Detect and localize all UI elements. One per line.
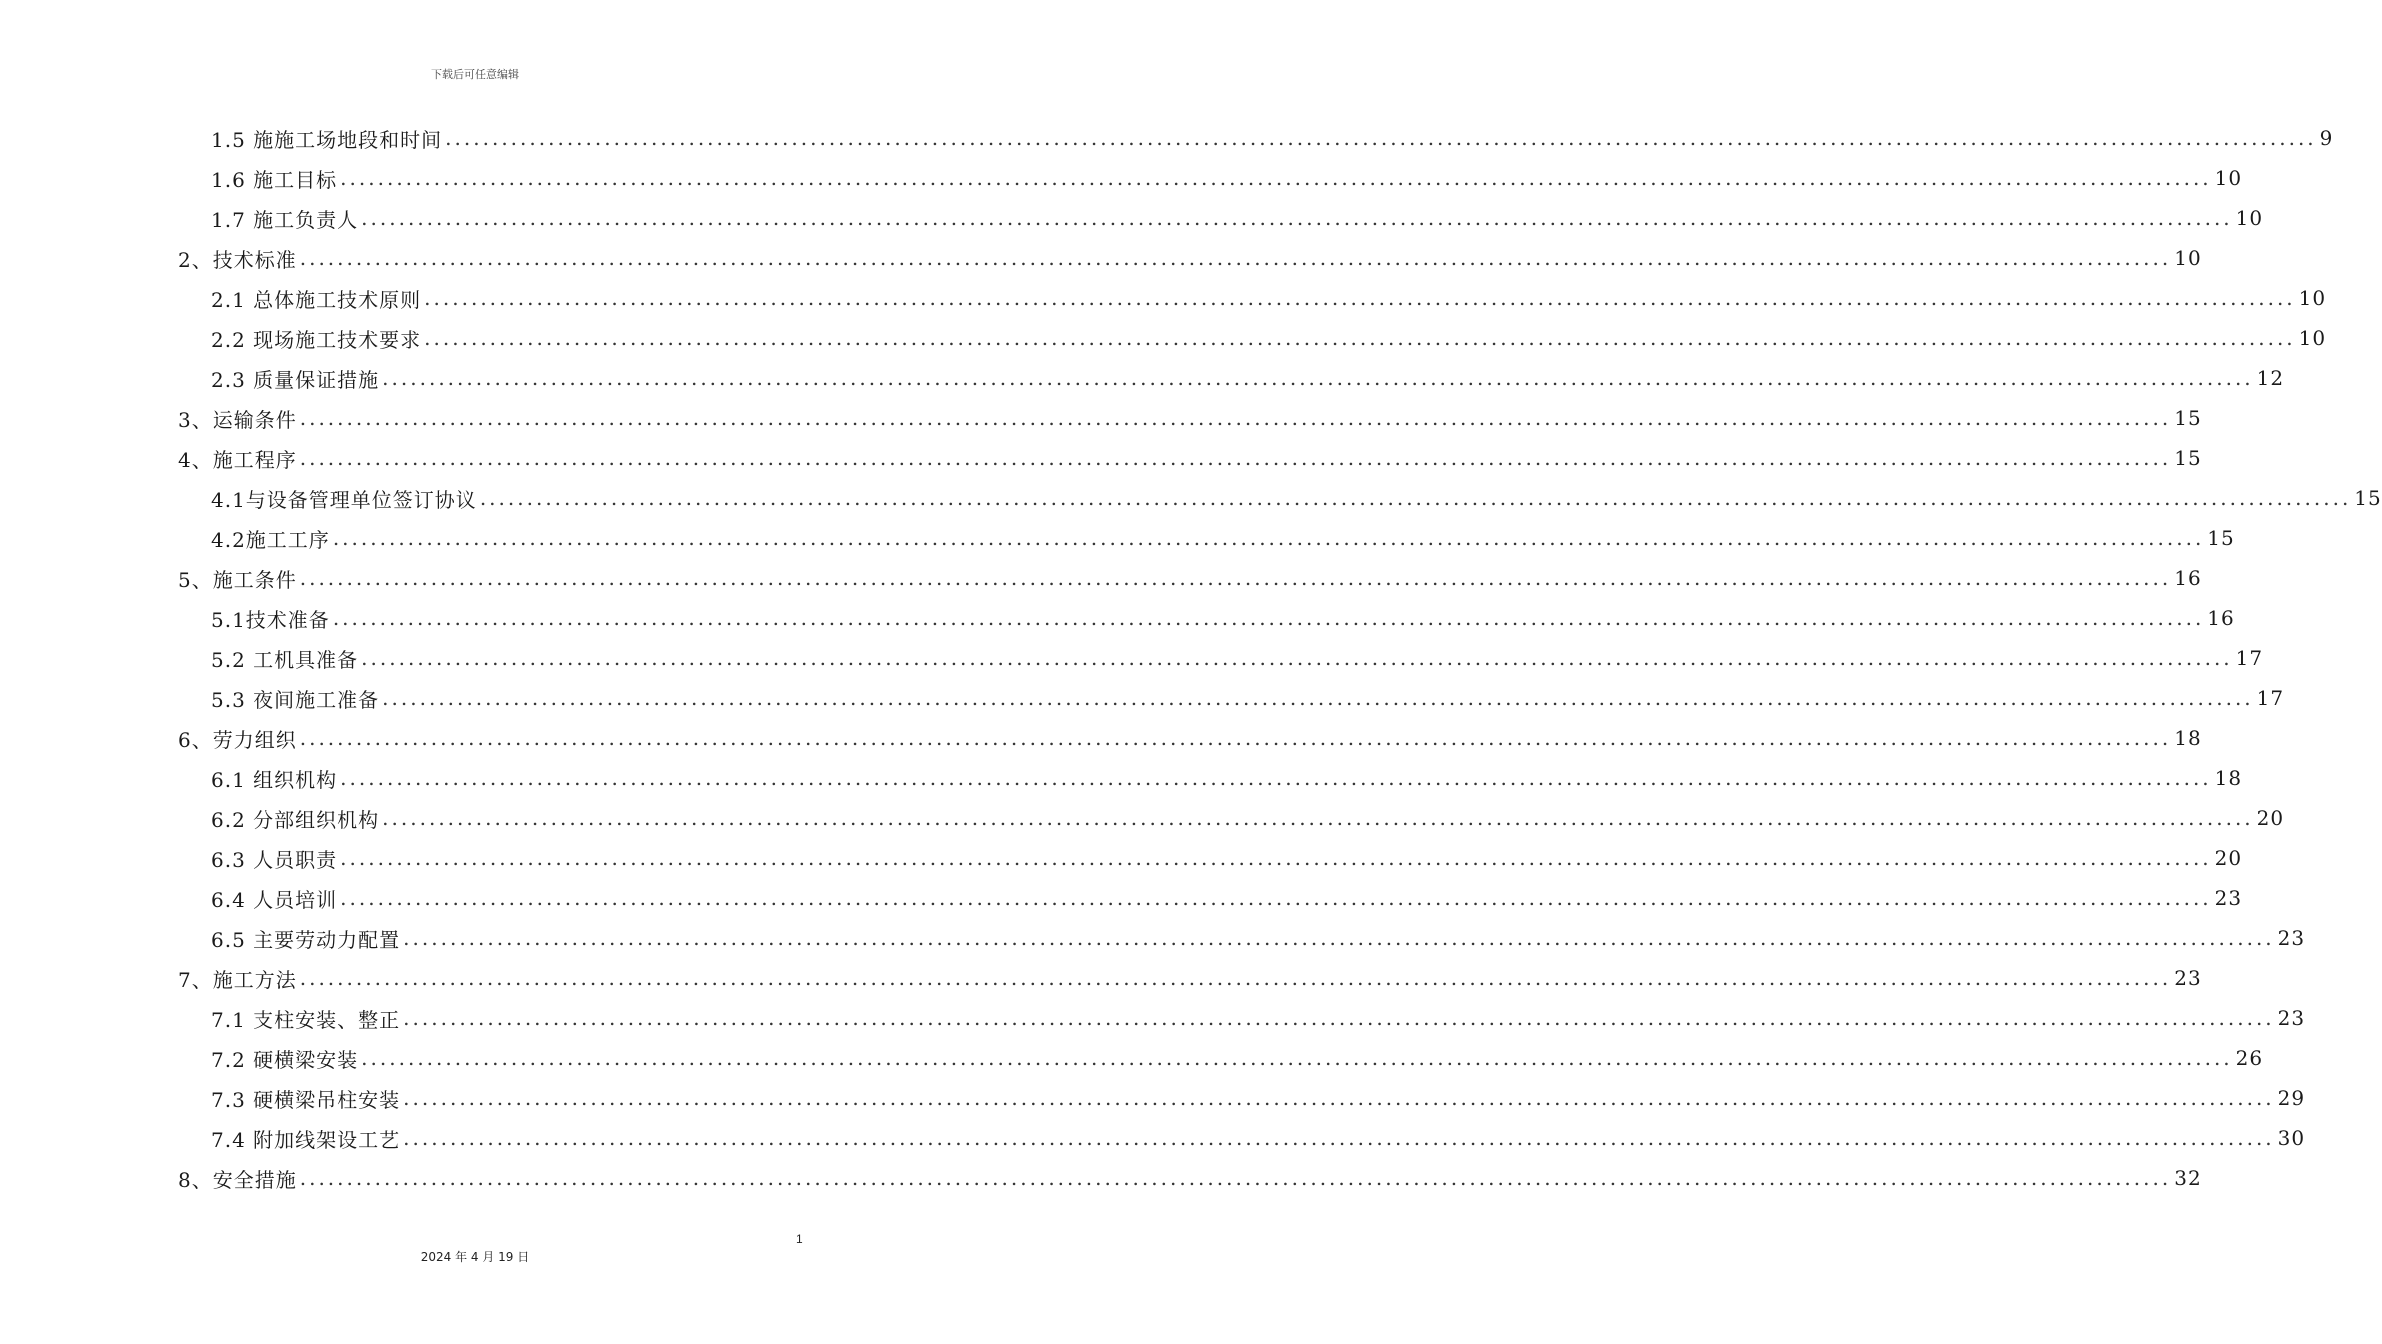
toc-entry[interactable]	[178, 718, 2202, 758]
toc-entry[interactable]	[178, 558, 2202, 598]
toc-dot-leader: ........................................................................................................................................................................................................	[403, 1086, 2275, 1110]
toc-entry[interactable]	[211, 838, 2243, 878]
toc-entry-page-number: 16	[2207, 606, 2235, 630]
toc-entry-label: 7.4 附加线架设工艺	[211, 1127, 401, 1152]
toc-entry[interactable]	[211, 318, 2327, 358]
toc-entry[interactable]	[211, 638, 2264, 678]
toc-entry-label: 1.5 施施工场地段和时间	[211, 127, 443, 152]
toc-entry-page-number: 10	[2298, 326, 2327, 350]
toc-entry-page-number: 15	[2354, 486, 2382, 510]
toc-entry-page-number: 18	[2214, 766, 2243, 790]
toc-entry-label: 6.2 分部组织机构	[211, 807, 380, 832]
toc-dot-leader: ........................................................................................................................................................................................................	[299, 246, 2172, 270]
toc-dot-leader: ........................................................................................................................................................................................................	[299, 566, 2172, 590]
toc-entry-label: 1.7 施工负责人	[211, 207, 359, 232]
toc-entry-label: 6.4 人员培训	[211, 887, 338, 912]
toc-dot-leader: ........................................................................................................................................................................................................	[479, 486, 2352, 510]
toc-entry-label: 1.6 施工目标	[211, 167, 338, 192]
toc-dot-leader: ........................................................................................................................................................................................................	[299, 406, 2172, 430]
toc-entry[interactable]	[211, 1038, 2264, 1078]
toc-entry[interactable]	[211, 798, 2285, 838]
toc-entry-label: 6.3 人员职责	[211, 847, 338, 872]
toc-dot-leader: ........................................................................................................................................................................................................	[403, 1006, 2275, 1030]
toc-entry-page-number: 15	[2207, 526, 2235, 550]
toc-dot-leader: ........................................................................................................................................................................................................	[445, 126, 2317, 150]
toc-entry[interactable]	[178, 438, 2202, 478]
toc-entry-label: 2、技术标准	[178, 247, 297, 272]
footer-date: 2024 年 4 月 19 日	[420, 1250, 530, 1264]
toc-entry[interactable]	[211, 998, 2306, 1038]
toc-entry-label: 2.1 总体施工技术原则	[211, 287, 422, 312]
toc-entry-label: 7.3 硬横梁吊柱安装	[211, 1087, 401, 1112]
page-header: 下载后可任意编辑	[431, 68, 519, 81]
toc-entry[interactable]	[211, 598, 2235, 638]
toc-entry[interactable]	[211, 118, 2334, 158]
toc-dot-leader: ........................................................................................................................................................................................................	[424, 326, 2296, 350]
toc-entry-label: 7、施工方法	[178, 967, 297, 992]
toc-entry-page-number: 10	[2298, 286, 2327, 310]
toc-entry-label: 2.2 现场施工技术要求	[211, 327, 422, 352]
toc-entry-label: 6.5 主要劳动力配置	[211, 927, 401, 952]
toc-entry-page-number: 32	[2174, 1166, 2202, 1190]
toc-dot-leader: ........................................................................................................................................................................................................	[424, 286, 2296, 310]
toc-dot-leader: ........................................................................................................................................................................................................	[332, 606, 2205, 630]
toc-entry-label: 7.2 硬横梁安装	[211, 1047, 359, 1072]
toc-dot-leader: ........................................................................................................................................................................................................	[299, 446, 2172, 470]
toc-entry-label: 3、运输条件	[178, 407, 297, 432]
toc-dot-leader: ........................................................................................................................................................................................................	[299, 966, 2172, 990]
toc-entry[interactable]	[178, 238, 2202, 278]
toc-entry-label: 7.1 支柱安装、整正	[211, 1007, 401, 1032]
toc-entry-label: 5、施工条件	[178, 567, 297, 592]
toc-dot-leader: ........................................................................................................................................................................................................	[332, 526, 2205, 550]
toc-entry-page-number: 10	[2174, 246, 2202, 270]
toc-dot-leader: ........................................................................................................................................................................................................	[403, 926, 2275, 950]
toc-dot-leader: ........................................................................................................................................................................................................	[382, 686, 2254, 710]
toc-entry[interactable]	[211, 358, 2285, 398]
toc-entry-page-number: 20	[2256, 806, 2285, 830]
toc-entry-page-number: 20	[2214, 846, 2243, 870]
toc-entry[interactable]	[211, 198, 2264, 238]
toc-entry[interactable]	[211, 758, 2243, 798]
toc-dot-leader: ........................................................................................................................................................................................................	[382, 806, 2254, 830]
toc-dot-leader: ........................................................................................................................................................................................................	[403, 1126, 2275, 1150]
toc-entry[interactable]	[178, 1158, 2202, 1198]
toc-entry-page-number: 17	[2235, 646, 2264, 670]
toc-entry-label: 6、劳力组织	[178, 727, 297, 752]
toc-dot-leader: ........................................................................................................................................................................................................	[299, 1166, 2172, 1190]
toc-entry-label: 4、施工程序	[178, 447, 297, 472]
toc-entry[interactable]	[211, 478, 2382, 518]
toc-entry-page-number: 15	[2174, 406, 2202, 430]
toc-entry-page-number: 23	[2277, 1006, 2306, 1030]
toc-entry[interactable]	[211, 1118, 2306, 1158]
toc-dot-leader: ........................................................................................................................................................................................................	[299, 726, 2172, 750]
toc-entry[interactable]	[211, 878, 2243, 918]
toc-dot-leader: ........................................................................................................................................................................................................	[340, 886, 2212, 910]
toc-entry-label: 4.1与设备管理单位签订协议	[211, 487, 477, 512]
toc-dot-leader: ........................................................................................................................................................................................................	[340, 166, 2212, 190]
toc-entry-page-number: 17	[2256, 686, 2285, 710]
toc-entry-page-number: 23	[2277, 926, 2306, 950]
toc-entry-page-number: 29	[2277, 1086, 2306, 1110]
toc-entry-label: 6.1 组织机构	[211, 767, 338, 792]
toc-dot-leader: ........................................................................................................................................................................................................	[361, 206, 2233, 230]
toc-entry-page-number: 10	[2214, 166, 2243, 190]
toc-entry-page-number: 23	[2174, 966, 2202, 990]
toc-entry-label: 5.3 夜间施工准备	[211, 687, 380, 712]
toc-entry-label: 2.3 质量保证措施	[211, 367, 380, 392]
toc-entry-page-number: 12	[2256, 366, 2285, 390]
toc-entry[interactable]	[211, 158, 2243, 198]
toc-entry-page-number: 10	[2235, 206, 2264, 230]
toc-entry-page-number: 15	[2174, 446, 2202, 470]
toc-dot-leader: ........................................................................................................................................................................................................	[361, 1046, 2233, 1070]
toc-entry[interactable]	[211, 678, 2285, 718]
toc-entry-page-number: 23	[2214, 886, 2243, 910]
toc-entry-page-number: 9	[2319, 126, 2334, 150]
toc-entry[interactable]	[211, 518, 2235, 558]
toc-entry[interactable]	[211, 918, 2306, 958]
toc-entry-label: 4.2施工工序	[211, 527, 330, 552]
toc-dot-leader: ........................................................................................................................................................................................................	[340, 766, 2212, 790]
toc-entry[interactable]	[178, 398, 2202, 438]
toc-entry[interactable]	[211, 1078, 2306, 1118]
toc-entry[interactable]	[211, 278, 2327, 318]
toc-entry-label: 8、安全措施	[178, 1167, 297, 1192]
toc-dot-leader: ........................................................................................................................................................................................................	[361, 646, 2233, 670]
toc-dot-leader: ........................................................................................................................................................................................................	[382, 366, 2254, 390]
toc-entry-label: 5.1技术准备	[211, 607, 330, 632]
toc-entry-page-number: 18	[2174, 726, 2202, 750]
toc-entry-page-number: 16	[2174, 566, 2202, 590]
toc-entry-page-number: 30	[2277, 1126, 2306, 1150]
page-number: 1	[796, 1232, 803, 1246]
toc-entry[interactable]	[178, 958, 2202, 998]
toc-dot-leader: ........................................................................................................................................................................................................	[340, 846, 2212, 870]
toc-entry-label: 5.2 工机具准备	[211, 647, 359, 672]
toc-entry-page-number: 26	[2235, 1046, 2264, 1070]
